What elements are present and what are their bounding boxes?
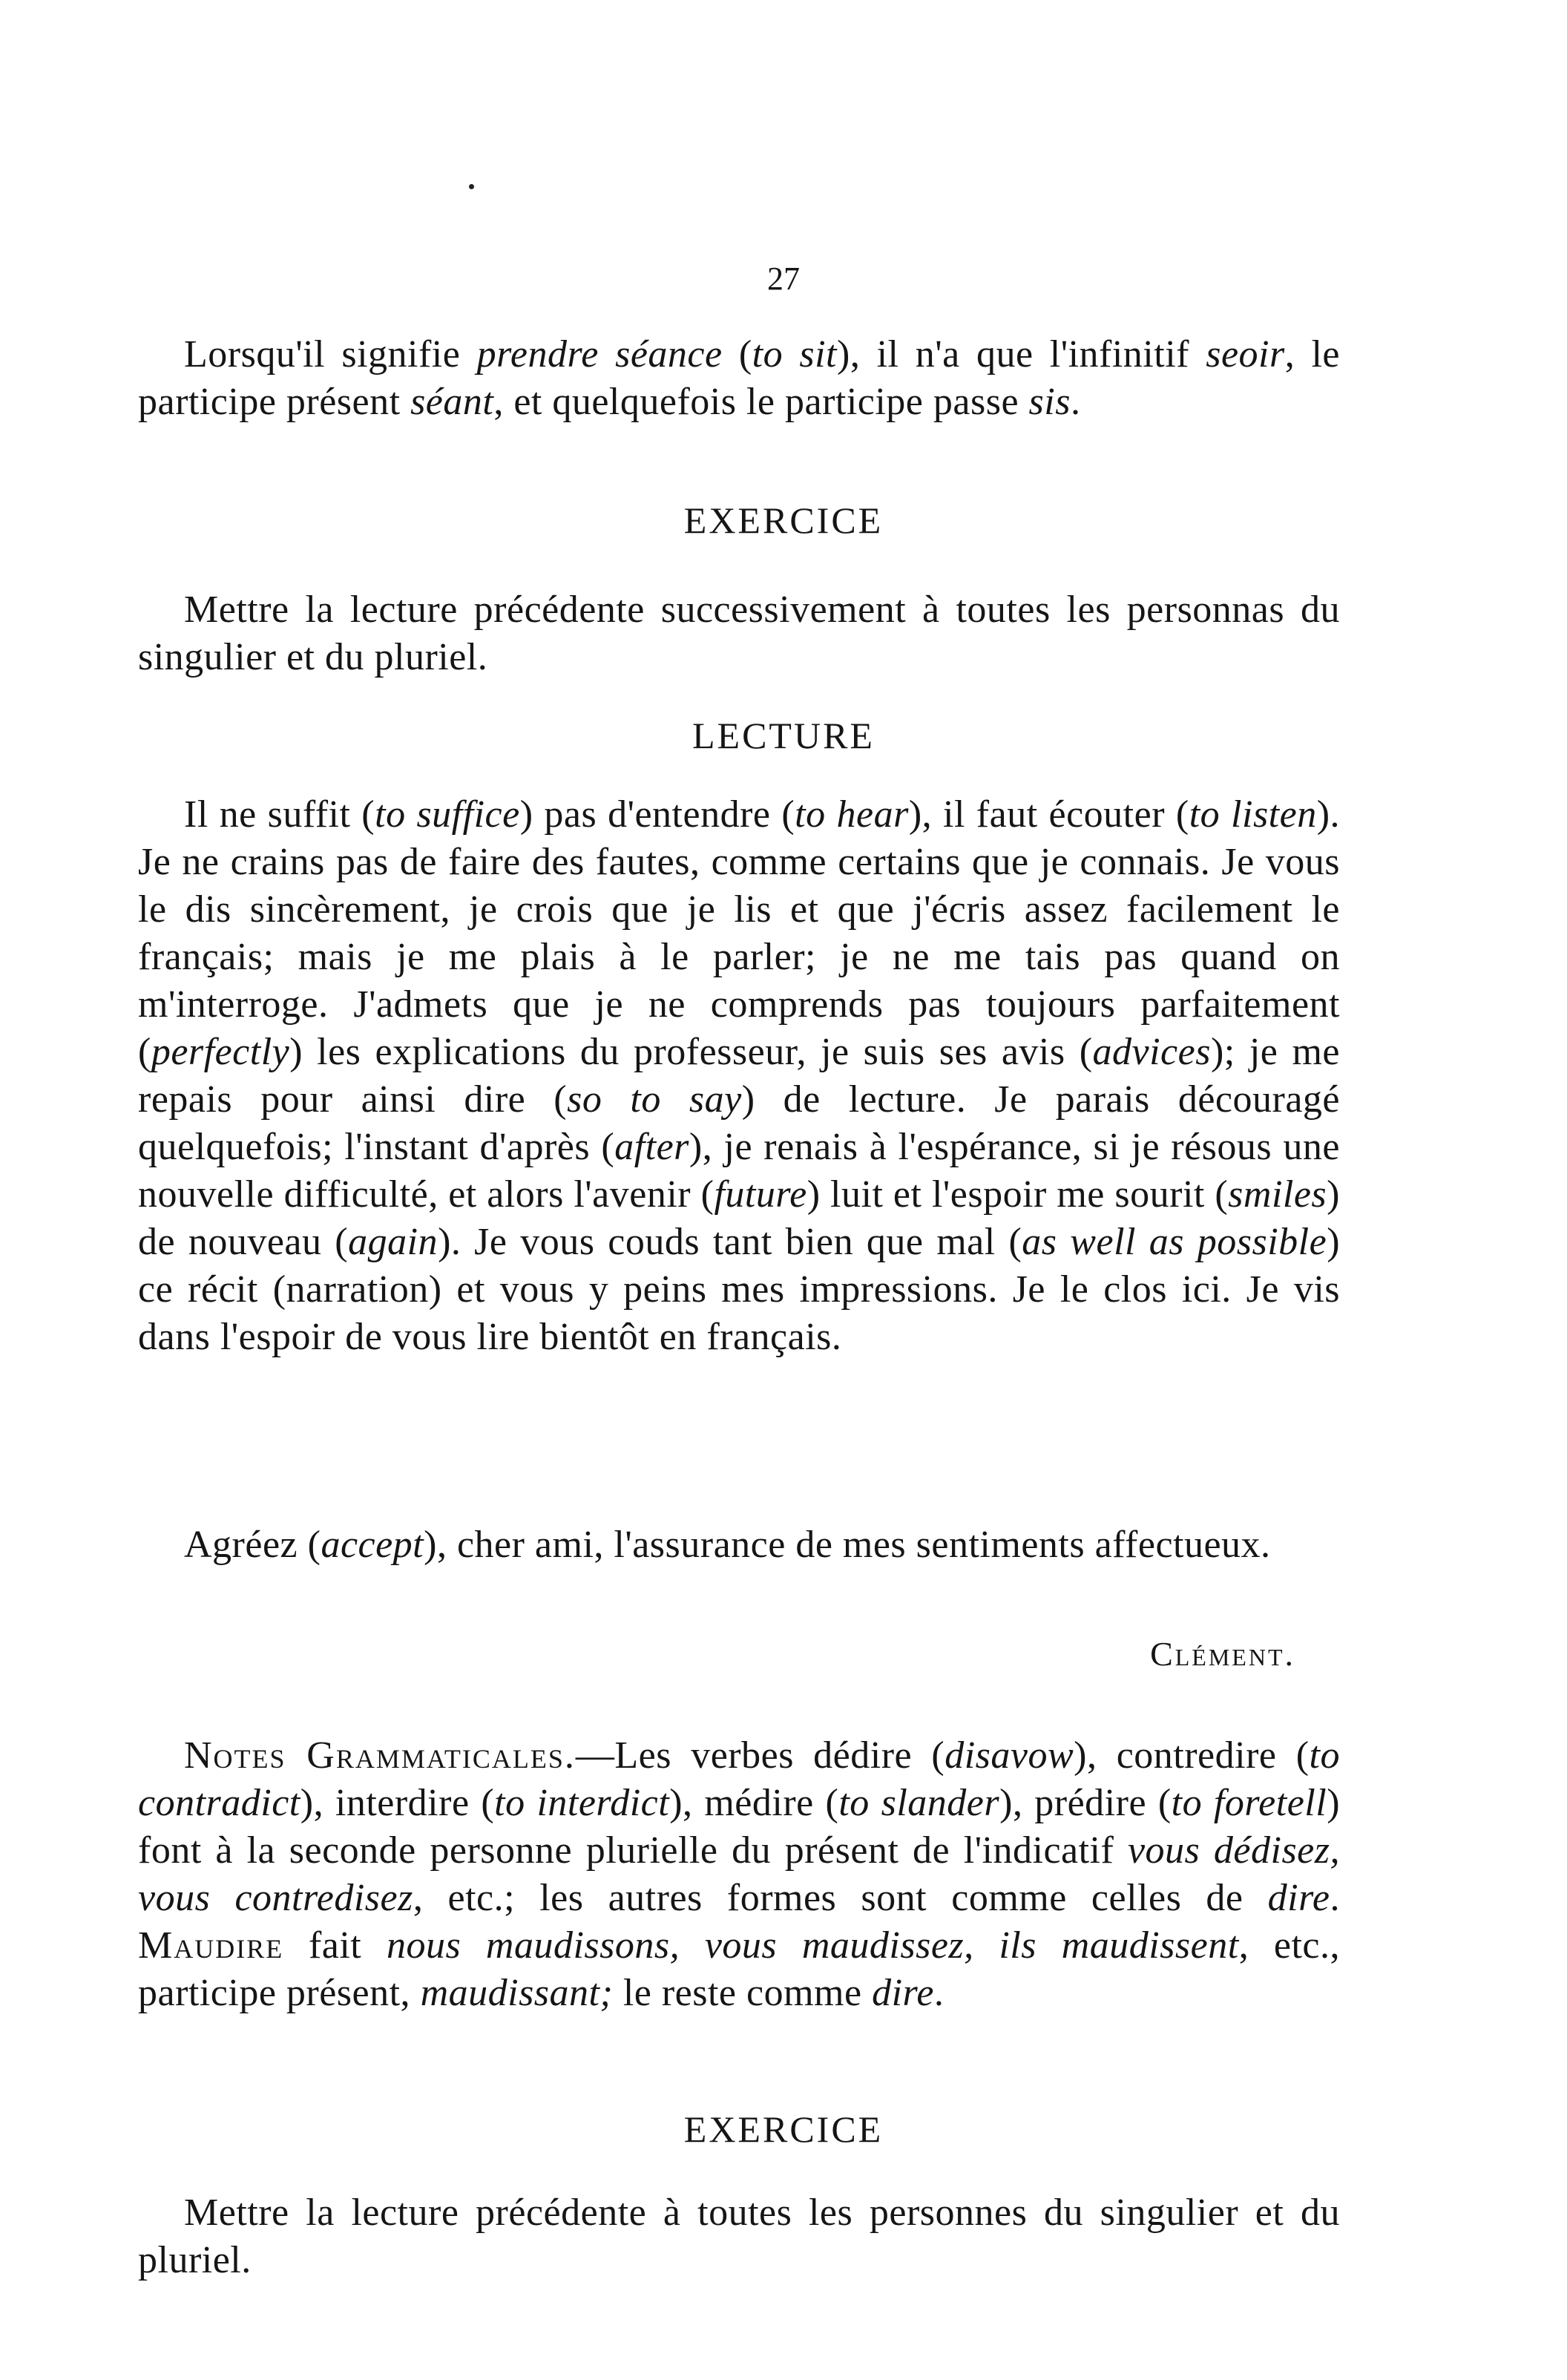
english-gloss: to foretell xyxy=(1171,1782,1327,1824)
notes-text: ), interdire ( xyxy=(300,1782,495,1824)
lecture-paragraph xyxy=(138,791,1340,1361)
intro-text: ( xyxy=(722,333,752,376)
intro-italic: séant xyxy=(410,381,494,423)
english-gloss: as well as possible xyxy=(1022,1221,1327,1263)
example-italic: maudissant; xyxy=(420,1972,614,2014)
intro-italic: prendre séance xyxy=(476,333,723,376)
english-gloss: disavow xyxy=(945,1734,1074,1777)
english-gloss: so to say xyxy=(567,1078,742,1121)
english-gloss: to contradict xyxy=(138,1734,1340,1824)
english-gloss: again xyxy=(348,1221,438,1263)
example-italic: nous maudissons, vous maudissez, ils maudissent xyxy=(386,1924,1239,1967)
english-gloss: to hear xyxy=(795,793,909,836)
notes-text: ), médire ( xyxy=(669,1782,839,1824)
notes-text: , etc.; les autres formes sont comme celles de xyxy=(413,1877,1268,1919)
page-number: 27 xyxy=(767,260,800,297)
english-gloss: smiles xyxy=(1228,1173,1327,1216)
closing-text: Agréez ( xyxy=(184,1524,321,1566)
grammar-notes xyxy=(138,1732,1340,2017)
intro-italic: to sit xyxy=(752,333,838,376)
exercice-text-1: Mettre la lecture précédente successivement à toutes les personnas du singulier et du pluriel. xyxy=(138,589,1340,678)
lecture-text: ). Je vous couds tant bien que mal ( xyxy=(438,1221,1022,1263)
example-italic: dire xyxy=(1267,1877,1330,1919)
exercice-heading-1: EXERCICE xyxy=(683,499,884,541)
intro-text: , et quelquefois le participe passe xyxy=(493,381,1029,423)
notes-text: ) font à la seconde personne plurielle du présent de l'indicatif xyxy=(138,1782,1341,1872)
lecture-text: ) les explications du professeur, je suis ses avis ( xyxy=(289,1031,1093,1073)
exercice-text-2: Mettre la lecture précédente à toutes les personnes du singulier et du pluriel. xyxy=(138,2191,1340,2281)
notes-text: fait xyxy=(283,1924,387,1967)
lecture-text: Il ne suffit ( xyxy=(184,793,375,836)
lecture-text: ) de nouveau ( xyxy=(138,1173,1340,1263)
exercice-heading-2: EXERCICE xyxy=(683,2108,884,2150)
intro-italic: sis xyxy=(1028,381,1071,423)
lecture-text: ) de lecture. Je parais découragé quelquefois; l'instant d'après ( xyxy=(138,1078,1340,1168)
closing-paragraph xyxy=(138,1521,1340,1569)
english-gloss: perfectly xyxy=(151,1031,290,1073)
example-italic: vous dédisez, vous contredisez xyxy=(138,1829,1340,1919)
english-gloss: to suffice xyxy=(375,793,520,836)
english-gloss: future xyxy=(714,1173,807,1216)
english-gloss: accept xyxy=(321,1524,424,1566)
intro-text: ), il n'a que l'infinitif xyxy=(837,333,1206,376)
notes-text: ), prédire ( xyxy=(999,1782,1172,1824)
notes-label: Notes Grammaticales. xyxy=(184,1734,576,1777)
lecture-text: ). Je ne crains pas de faire des fautes, comme certains que je connais. Je vous le dis sincèrement, je crois que je lis et que j'écris assez facilement le français; mais je me plais à le parler; je ne me tais pas quand on m'interroge. J'admets que je ne comprends pas toujours parfaitement ( xyxy=(138,793,1341,1073)
intro-text: , le participe présent xyxy=(138,333,1341,423)
closing-text: ), cher ami, l'assurance de mes sentiments affectueux. xyxy=(424,1524,1271,1566)
intro-italic: seoir xyxy=(1206,333,1285,376)
lecture-text: ) pas d'entendre ( xyxy=(519,793,795,836)
lecture-text: ) ce récit (narration) et vous y peins mes impressions. Je le clos ici. Je vis dans l'espoir de vous lire bientôt en français. xyxy=(138,1221,1341,1358)
english-gloss: advices xyxy=(1092,1031,1211,1073)
notes-text: , etc., participe présent, xyxy=(138,1924,1341,2014)
lecture-heading: LECTURE xyxy=(692,715,875,756)
intro-text: Lorsqu'il signifie xyxy=(184,333,477,376)
english-gloss: to slander xyxy=(838,1782,1000,1824)
example-italic: dire xyxy=(872,1972,934,2014)
print-speck xyxy=(469,184,474,189)
intro-text: . xyxy=(1070,381,1081,423)
english-gloss: after xyxy=(614,1126,689,1168)
notes-text: . xyxy=(1330,1877,1340,1919)
notes-text: ), contredire ( xyxy=(1074,1734,1310,1777)
notes-text: —Les verbes dédire ( xyxy=(575,1734,945,1777)
intro-paragraph xyxy=(138,331,1340,426)
notes-text: le reste comme xyxy=(613,1972,873,2014)
signature: Clément. xyxy=(1150,1635,1295,1673)
lecture-text: ), je renais à l'espérance, si je résous une nouvelle difficulté, et alors l'avenir ( xyxy=(138,1126,1340,1216)
notes-text: . xyxy=(933,1972,945,2014)
verb-small-caps: Maudire xyxy=(138,1924,284,1967)
lecture-text: ) luit et l'espoir me sourit ( xyxy=(807,1173,1229,1216)
english-gloss: to interdict xyxy=(494,1782,670,1824)
english-gloss: to listen xyxy=(1189,793,1317,836)
lecture-text: ), il faut écouter ( xyxy=(908,793,1189,836)
lecture-text: ); je me repais pour ainsi dire ( xyxy=(138,1031,1340,1121)
